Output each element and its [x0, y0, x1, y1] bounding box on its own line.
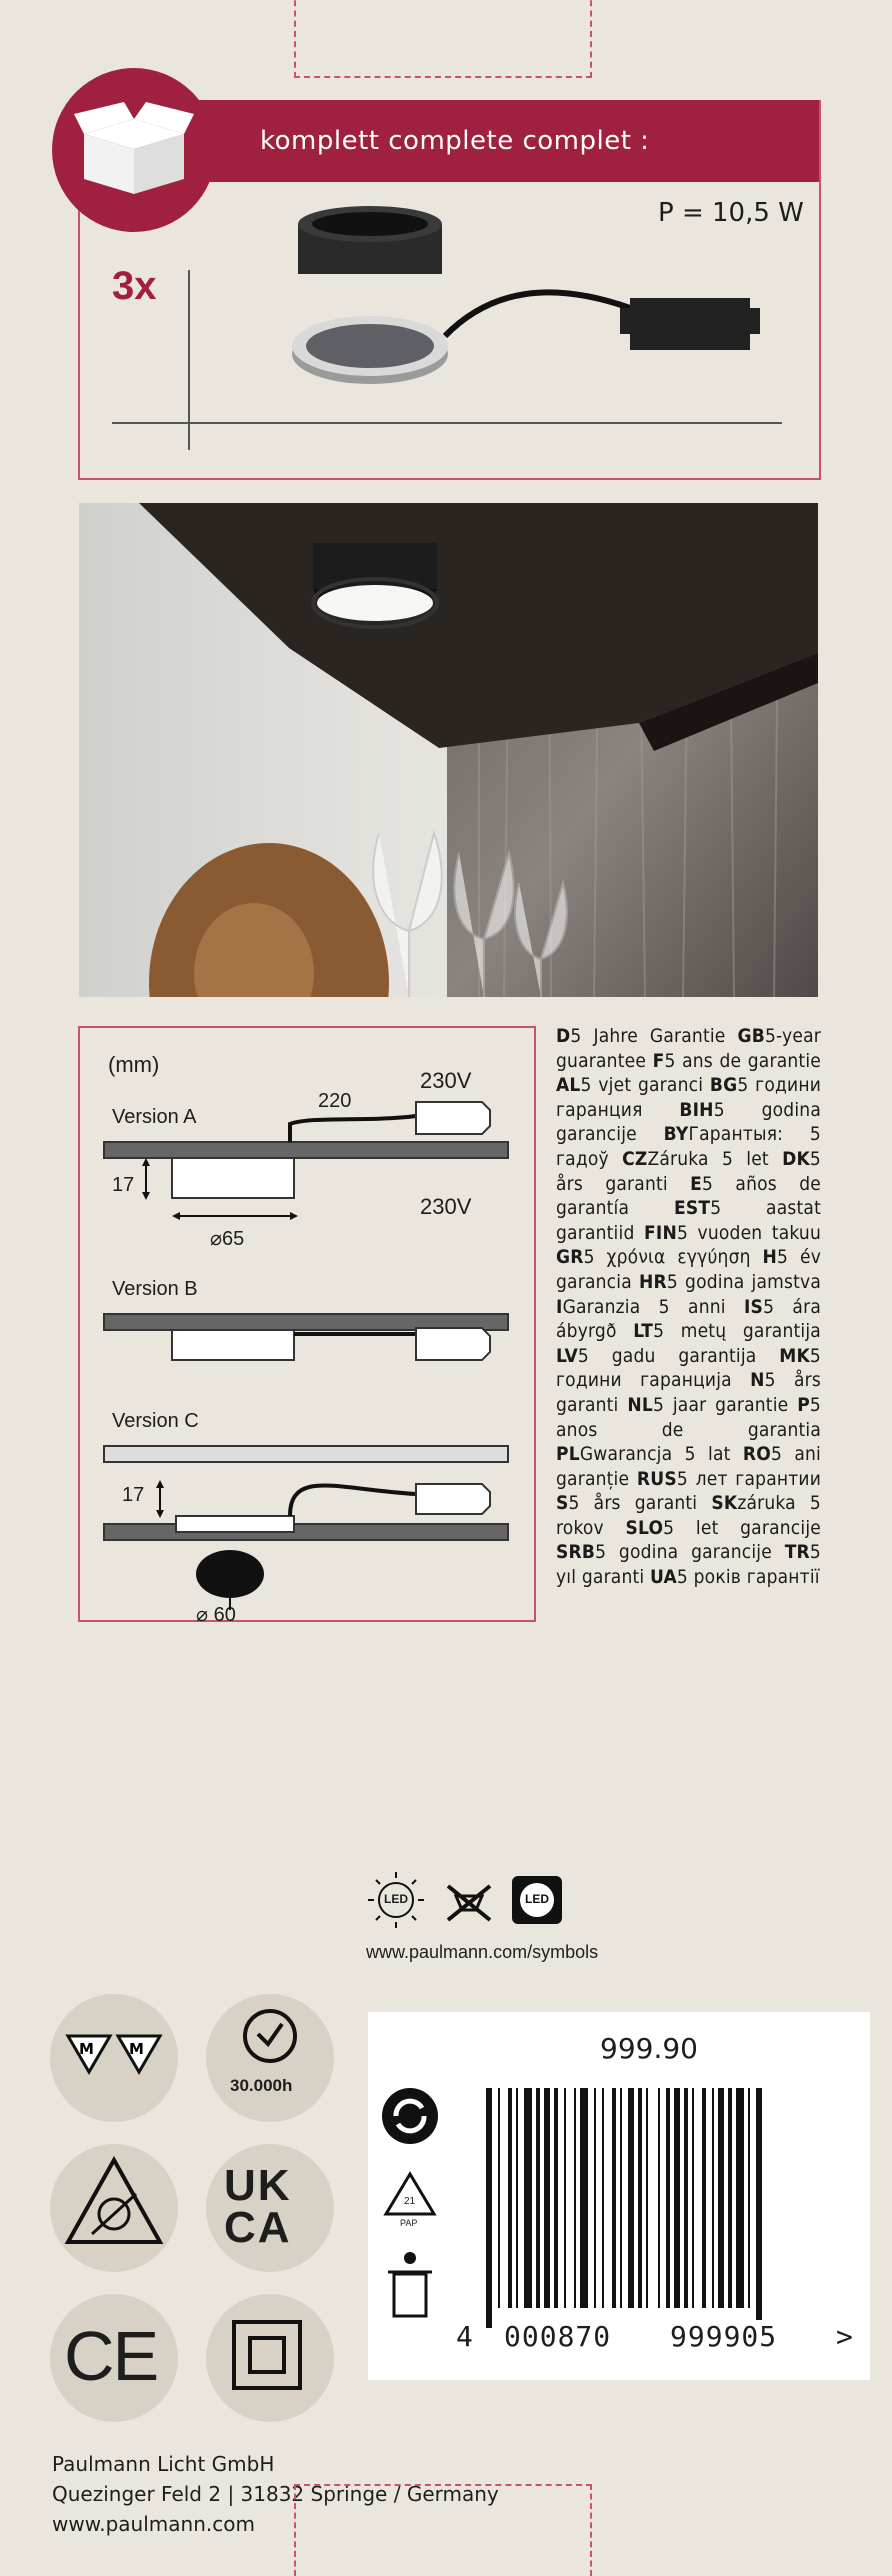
warranty-entry: [556, 1025, 738, 1047]
lifetime-label: 30.000h: [230, 2076, 293, 2095]
barcode-bar: [574, 2088, 576, 2308]
barcode-bar: [702, 2088, 706, 2308]
barcode-bar: [628, 2088, 634, 2308]
barcode-bar: [602, 2088, 604, 2308]
warranty-country-code: P: [797, 1393, 810, 1416]
warranty-text-entry: 5 лет гарантии: [676, 1467, 822, 1490]
diameter-label: ⌀65: [210, 1228, 245, 1250]
warranty-country-code: D: [556, 1025, 571, 1047]
furniture-mount-icon: [64, 2032, 164, 2076]
ukca-bottom: CA: [224, 2203, 292, 2252]
barcode-bar: [674, 2088, 680, 2308]
led-icon-label: LED: [384, 1892, 408, 1906]
warranty-text-entry: 5 év garancia: [556, 1246, 822, 1293]
barcode-group-2: 999905: [666, 2320, 781, 2353]
voltage-mid-label: 230V: [420, 1194, 472, 1219]
warranty-entry: [627, 1394, 797, 1416]
warranty-text-entry: 5 års garanti: [556, 1147, 821, 1195]
barcode-bar: [748, 2088, 750, 2308]
barcode-bar: [524, 2088, 532, 2308]
unit-label: (mm): [108, 1052, 160, 1077]
warranty-country-code: F: [652, 1049, 665, 1072]
warranty-country-code: N: [750, 1369, 765, 1392]
power-label: P = 10,5 W: [658, 198, 804, 228]
warranty-text-entry: 5 años de garantía: [556, 1172, 821, 1220]
bottom-fold-tab: [294, 2484, 592, 2576]
thermal-insulation-icon: [64, 2156, 164, 2250]
warranty-text-entry: 5 ára ábyrgð: [556, 1295, 821, 1343]
warranty-text-entry: 5 godina garancije: [595, 1541, 785, 1564]
warranty-text-entry: 5 vjet garanci: [580, 1074, 710, 1097]
warranty-entry: [650, 1566, 820, 1588]
warranty-country-code: LV: [556, 1344, 578, 1367]
cable-length-label: 220: [318, 1090, 352, 1112]
warranty-country-code: TR: [784, 1541, 810, 1564]
contents-label: komplett complete complet :: [260, 126, 650, 156]
barcode-bar: [564, 2088, 566, 2308]
warranty-text-entry: 5 yıl garanti: [556, 1541, 821, 1589]
warranty-country-code: CZ: [622, 1147, 648, 1170]
warranty-entry: [556, 1443, 743, 1465]
warranty-entry: [639, 1271, 821, 1293]
barcode-bar: [736, 2088, 744, 2308]
barcode-bar: [756, 2088, 762, 2328]
company-name: Paulmann Licht GmbH: [52, 2452, 275, 2476]
barcode-bar: [498, 2088, 500, 2308]
warranty-text-entry: 5 godina jamstva: [666, 1270, 821, 1293]
symbols-url: www.paulmann.com/symbols: [366, 1942, 599, 1962]
warranty-entry: [622, 1148, 782, 1170]
warranty-text-entry: 5 години гаранција: [556, 1344, 821, 1392]
warranty-entry: [556, 1074, 710, 1096]
svg-text:M: M: [79, 2040, 94, 2058]
warranty-country-code: GR: [556, 1246, 584, 1269]
height-a-label: 17: [112, 1174, 135, 1196]
warranty-country-code: UA: [649, 1566, 677, 1589]
warranty-text-entry: 5 години гаранция: [556, 1074, 822, 1121]
warranty-country-code: I: [556, 1295, 563, 1318]
warranty-country-code: IS: [744, 1295, 764, 1318]
warranty-text-entry: 5 års garanti: [556, 1369, 821, 1416]
warranty-text-entry: 5 anos de garantia: [556, 1393, 821, 1441]
warranty-entry: [637, 1468, 821, 1490]
contents-baseline: [112, 422, 782, 424]
warranty-text-entry: 5 aastat garantiid: [556, 1197, 821, 1244]
warranty-entry: [556, 1246, 763, 1268]
ce-mark: CE: [64, 2317, 158, 2395]
barcode-bar: [638, 2088, 642, 2308]
open-box-icon: [74, 94, 196, 198]
version-b-label: Version B: [112, 1278, 198, 1300]
warranty-text-entry: 5 metų garantija: [653, 1320, 821, 1343]
barcode-bar: [620, 2088, 622, 2308]
warranty-country-code: SRB: [556, 1541, 596, 1564]
warranty-entry: [644, 1222, 821, 1244]
warranty-entry: [556, 1541, 785, 1563]
warranty-country-code: RO: [742, 1443, 771, 1466]
warranty-country-code: LT: [633, 1320, 654, 1343]
warranty-country-code: H: [762, 1246, 778, 1269]
warranty-country-code: BIH: [679, 1098, 714, 1121]
barcode-bar: [718, 2088, 724, 2308]
warranty-text-entry: 5 års garanti: [568, 1492, 712, 1515]
quantity-label: 3x: [112, 264, 157, 308]
warranty-text-entry: 5 років гарантії: [676, 1566, 820, 1589]
warranty-country-code: DK: [782, 1147, 810, 1170]
company-website: www.paulmann.com: [52, 2512, 255, 2536]
led-badge-label: LED: [525, 1892, 549, 1906]
version-c-label: Version C: [112, 1410, 199, 1432]
warranty-entry: [626, 1517, 822, 1539]
warranty-entry: [556, 1345, 779, 1367]
barcode-bar: [536, 2088, 540, 2308]
warranty-country-code: AL: [556, 1074, 581, 1097]
height-c-label: 17: [122, 1484, 145, 1506]
barcode-bar: [580, 2088, 588, 2308]
warranty-country-code: FIN: [644, 1221, 677, 1244]
warranty-entry: [633, 1320, 821, 1342]
price-label: 999.90: [600, 2032, 698, 2065]
warranty-country-code: BG: [709, 1074, 738, 1097]
barcode-bar: [554, 2088, 558, 2308]
warranty-text-entry: 5 Jahre Garantie: [570, 1025, 738, 1047]
barcode-bar: [508, 2088, 512, 2308]
barcode-first-digit: 4: [456, 2320, 473, 2353]
top-fold-tab: [294, 0, 592, 78]
warranty-country-code: NL: [627, 1393, 653, 1416]
barcode-bar: [712, 2088, 714, 2308]
warranty-text-entry: 5 godina garancije: [556, 1098, 821, 1146]
warranty-country-code: HR: [638, 1270, 667, 1293]
barcode-bar: [666, 2088, 670, 2308]
warranty-country-code: EST: [673, 1197, 711, 1220]
warranty-entry: [556, 1492, 711, 1514]
warranty-text-entry: 5-year guarantee: [556, 1025, 821, 1072]
warranty-country-code: MK: [779, 1344, 810, 1367]
warranty-country-code: BY: [663, 1123, 689, 1146]
warranty-text-entry: Záruka 5 let: [647, 1147, 783, 1170]
svg-text:M: M: [129, 2040, 144, 2058]
warranty-entry: [556, 1296, 744, 1318]
warranty-text-entry: 5 let garancije: [663, 1516, 822, 1539]
voltage-top-label: 230V: [420, 1068, 472, 1093]
warranty-country-code: SLO: [625, 1516, 664, 1539]
cutout-label: ⌀ 60: [196, 1604, 236, 1626]
recycle-number: 21: [404, 2196, 416, 2207]
warranty-country-code: S: [556, 1492, 569, 1515]
warranty-country-code: SK: [711, 1492, 738, 1515]
barcode-bar: [486, 2088, 492, 2328]
barcode-bar: [692, 2088, 694, 2308]
warranty-text-entry: záruka 5 rokov: [556, 1492, 822, 1539]
barcode-group-1: 000870: [500, 2320, 615, 2353]
clock-icon: [240, 2006, 300, 2066]
product-parts-illustration: [290, 200, 770, 400]
warranty-text-entry: Гарантыя: 5 гадоў: [556, 1123, 821, 1170]
barcode-bar: [684, 2088, 688, 2308]
barcode-bars: [484, 2088, 832, 2328]
barcode-arrow: >: [836, 2320, 853, 2353]
barcode-bar: [516, 2088, 518, 2308]
company-address: Quezinger Feld 2 | 31832 Springe / Germany: [52, 2482, 499, 2506]
warranty-country-code: E: [690, 1172, 703, 1195]
barcode-bar: [594, 2088, 596, 2308]
barcode-bar: [658, 2088, 660, 2308]
warranty-text-entry: 5 vuoden takuu: [676, 1221, 821, 1244]
warranty-text-entry: Gwarancja 5 lat: [579, 1443, 743, 1466]
warranty-text-entry: 5 ani garanție: [556, 1443, 821, 1490]
warranty-text-entry: 5 χρόνια εγγύηση: [583, 1246, 763, 1269]
warranty-text: [556, 1024, 821, 1590]
barcode-bar: [646, 2088, 648, 2308]
double-insulation-inner: [248, 2336, 286, 2374]
warranty-country-code: RUS: [636, 1467, 677, 1490]
warranty-country-code: GB: [737, 1025, 765, 1047]
dimensions-diagram: [80, 1028, 530, 1616]
warranty-text-entry: 5 gadu garantija: [577, 1344, 780, 1367]
warranty-text-entry: 5 ans de garantie: [664, 1049, 821, 1072]
warranty-text-entry: 5 jaar garantie: [652, 1393, 798, 1416]
barcode-bar: [728, 2088, 732, 2308]
product-photo: [79, 503, 818, 997]
barcode-bar: [612, 2088, 616, 2308]
version-a-label: Version A: [112, 1106, 197, 1128]
warranty-entry: [653, 1050, 821, 1072]
recycle-code: PAP: [400, 2218, 418, 2228]
warranty-text-entry: Garanzia 5 anni: [562, 1295, 744, 1318]
barcode-bar: [544, 2088, 550, 2308]
warranty-country-code: PL: [556, 1443, 580, 1466]
ukca-top: UK: [224, 2161, 292, 2210]
